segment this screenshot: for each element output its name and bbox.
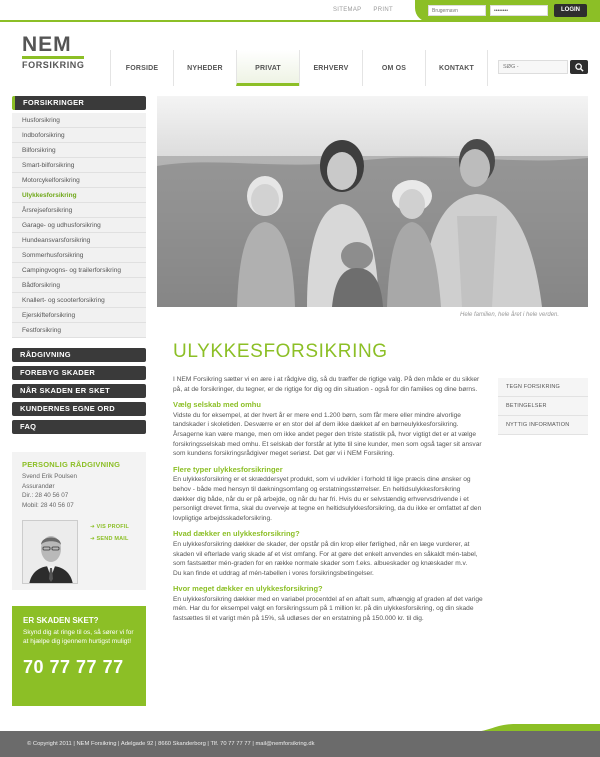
sidebar-sections [12,348,146,434]
logo-subtitle: FORSIKRING [22,60,85,70]
username-input[interactable] [428,5,486,16]
hero-caption: Hele familien, hele året i hele verden. [460,312,560,318]
view-profile-link[interactable] [90,524,129,530]
sidebar-item-smart-bil[interactable]: Smart-bilforsikring [12,158,146,173]
send-mail-link[interactable] [90,536,129,542]
advisor-role: Assurandør [22,482,55,490]
sidebar-item-ejerskifte[interactable]: Ejerskifteforsikring [12,308,146,323]
sidebar-item-aarsrejse[interactable]: Årsrejseforsikring [12,203,146,218]
advisor-mobile: Mobil: 28 40 56 07 [22,501,74,509]
article-body [173,375,483,630]
claims-phone[interactable]: 70 77 77 77 [23,657,124,677]
section-paragraph-2: En ulykkesforsikring er et skræddersyet produkt, som vi udvikler i forhold til lige præcis dine ønsker og behov - både med hensyn til dækningsomfang og erstatningsstørrelser. En heltidsulykkesforsikring dækker dig både, når du er på arbejde, og når du har fri. Hvis du er selvstændig erhvervsdrivende i et personligt drevet firma, skal du overveje at tegne en heltidsulykkesforsikring, da du ikke er omfattet af den lovpligtige arbejdsskadeforsikring. [173,476,482,522]
sidebar-item-hus[interactable]: Husforsikring [12,113,146,128]
sidebar-header-forsikringer[interactable]: FORSIKRINGER [12,96,146,110]
intro-paragraph: I NEM Forsikring sætter vi en ære i at rådgive dig, så du træffer de rigtige valg. På den måde er du sikker på, at de forsikringer, du tegner, er de rigtige for dig og din situation - også for din families og dine børns. [173,376,480,393]
advisor-portrait-icon [23,521,78,584]
sidebar-item-garage[interactable]: Garage- og udhusforsikring [12,218,146,233]
logo-wordmark: NEM [22,33,72,56]
search-input[interactable] [498,60,568,74]
sidebar-item-hundeansvar[interactable]: Hundeansvarsforsikring [12,233,146,248]
hero-image [157,96,588,307]
sidebar [12,96,146,438]
advisor-box [12,452,146,590]
logo[interactable] [22,35,85,70]
search-button[interactable] [570,60,588,74]
sidebar-item-baad[interactable]: Bådforsikring [12,278,146,293]
main-navigation [110,50,488,86]
nav-privat[interactable]: PRIVAT [236,50,299,86]
sidebar-header-forebyg[interactable]: FOREBYG SKADER [12,366,146,380]
arrow-right-icon: ➜ [90,524,97,530]
nav-nyheder[interactable]: NYHEDER [173,50,236,86]
sidebar-item-bil[interactable]: Bilforsikring [12,143,146,158]
claims-box [12,606,146,706]
right-menu-tegn[interactable]: TEGN FORSIKRING [498,378,588,397]
family-photo-icon [157,96,588,307]
claims-title: ER SKADEN SKET? [23,616,99,625]
section-heading-2: Flere typer ulykkesforsikringer [173,464,283,474]
advisor-photo [22,520,78,584]
section-heading-4: Hvor meget dækker en ulykkesforsikring? [173,584,323,594]
section-paragraph-3b: Du kan finde et uddrag af mén-tabellen i vores forsikringsbetingelser. [173,569,374,577]
nav-kontakt[interactable]: KONTAKT [425,50,488,86]
nav-forside[interactable]: FORSIDE [110,50,173,86]
section-heading-1: Vælg selskab med omhu [173,400,261,410]
utility-links [333,7,403,13]
insurance-list [12,113,146,338]
sidebar-header-faq[interactable]: FAQ [12,420,146,434]
claims-text: Skynd dig at ringe til os, så sører vi for at hjælpe dig igennem hurtigst muligt! [23,629,134,645]
sidebar-item-sommerhus[interactable]: Sommerhusforsikring [12,248,146,263]
logo-bar [22,56,84,59]
section-paragraph-4: En ulykkesforsikring dækker med en variabel procentdel af en aftalt sum, afhængig af graden af det varige mén. Har du for eksempel valgt en forsikringssum på 1 million kr. på din ulykkesforsikring, og din skade fastsættes til et varigt mén på 15%, så udløses der en erstatning på 150.000 kr. til dig. [173,595,483,623]
sidebar-header-raadgivning[interactable]: RÅDGIVNING [12,348,146,362]
advisor-name: Svend Erik Poulsen [22,473,77,480]
nav-erhverv[interactable]: ERHVERV [299,50,362,86]
sidebar-item-motorcykel[interactable]: Motorcykelforsikring [12,173,146,188]
page-title: ULYKKESFORSIKRING [173,341,388,362]
search-icon [575,63,584,72]
sidebar-item-indbo[interactable]: Indboforsikring [12,128,146,143]
right-menu [498,378,588,435]
sidebar-header-skade[interactable]: NÅR SKADEN ER SKET [12,384,146,398]
advisor-direct-phone: Dir.: 28 40 56 07 [22,492,69,499]
view-profile-label: VIS PROFIL [96,524,130,530]
section-paragraph-3: En ulykkesforsikring dækker de skader, der opstår på din krop eller førlighed, når en læge vurderer, at skaden vil efterlade varig skade af et vist omfang. For at gøre det enkelt anvendes en såkaldt mén-tabel, som fastsætter mén-graden for en række normale skader som f.eks. albueskader og knæskader m.v. [173,540,478,568]
sidebar-item-ulykke[interactable]: Ulykkesforsikring [12,188,146,203]
sidebar-item-fest[interactable]: Festforsikring [12,323,146,338]
password-input[interactable] [490,5,548,16]
sitemap-link[interactable]: SITEMAP [333,7,362,13]
section-heading-3: Hvad dækker en ulykkesforsikring? [173,529,300,539]
right-menu-betingelser[interactable]: BETINGELSER [498,397,588,416]
sidebar-header-kunder[interactable]: KUNDERNES EGNE ORD [12,402,146,416]
footer-text: © Copyright 2011 | NEM Forsikring | Adelgade 92 | 8660 Skanderborg | Tlf. 70 77 77 77 | mail@nemforsikring.dk [27,741,315,747]
login-button[interactable]: LOGIN [554,4,587,17]
arrow-right-icon: ➜ [90,536,97,542]
right-menu-nyttig[interactable]: NYTTIG INFORMATION [498,416,588,435]
sidebar-item-campingvogn[interactable]: Campingvogns- og trailerforsikring [12,263,146,278]
print-link[interactable]: PRINT [373,7,393,13]
advisor-title: PERSONLIG RÅDGIVNING [22,460,121,469]
section-paragraph-1: Vidste du for eksempel, at der hvert år er mere end 1.200 børn, som får mere eller mindre alvorlige tandskader i skoletiden. Desværre er en stor del af dem ikke dækket af en børneulykkesforsikring. Årsagerne kan være mange, men om ikke andet peger den triste statistik på, hvor vigtigt det er at vælge forsikringsselskab med omhu. Et selskab der forstår at lytte til sine kunder, men som også tager sit ansvar som kundens forsikringsrådgiver meget seriøst. Det gør vi i NEM Forsikring. [173,411,482,458]
nav-om-os[interactable]: OM OS [362,50,425,86]
send-mail-label: SEND MAIL [96,536,129,542]
sidebar-item-knallert[interactable]: Knallert- og scooterforsikring [12,293,146,308]
